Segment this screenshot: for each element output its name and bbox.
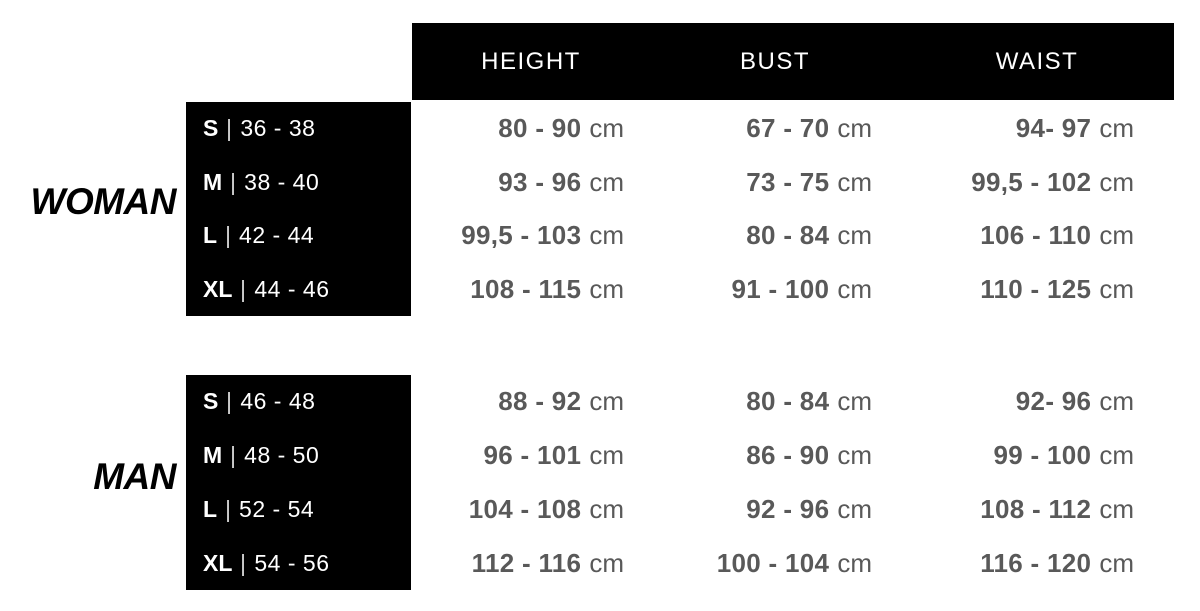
bust-cell [624,375,872,429]
size-separator: | [226,115,232,142]
table-row [186,429,1134,483]
header-bust: BUST [739,47,810,75]
height-value: 96 - 101 [483,440,582,471]
size-cell [186,263,411,317]
size-letter: M [203,168,223,195]
size-letter: L [203,222,218,249]
unit-label: cm [1099,440,1134,471]
bust-value: 80 - 84 [746,220,830,251]
unit-label: cm [589,440,624,471]
table-row [186,156,1134,210]
bust-cell [624,209,872,263]
unit-label: cm [589,386,624,417]
unit-label: cm [1099,220,1134,251]
height-cell [411,483,624,537]
unit-label: cm [1099,166,1134,197]
height-cell [411,263,624,317]
bust-value: 100 - 104 [716,547,830,578]
waist-value: 110 - 125 [980,273,1092,304]
size-separator: | [230,168,236,195]
height-cell [411,102,624,156]
unit-label: cm [1099,113,1134,144]
waist-value: 106 - 110 [980,220,1092,251]
waist-cell [872,263,1134,317]
unit-label: cm [837,220,872,251]
table-row [186,209,1134,263]
unit-label: cm [837,440,872,471]
woman-section [186,102,1134,316]
waist-cell [872,375,1134,429]
size-letter: S [203,115,219,142]
bust-cell [624,156,872,210]
bust-value: 86 - 90 [746,440,830,471]
size-range: 52 - 54 [239,495,315,522]
waist-value: 99,5 - 102 [971,166,1092,197]
group-label-man: MAN [93,456,176,497]
size-letter: XL [203,549,233,576]
bust-value: 91 - 100 [731,273,830,304]
height-value: 88 - 92 [498,386,582,417]
size-separator: | [226,388,232,415]
unit-label: cm [1099,547,1134,578]
height-value: 99,5 - 103 [461,220,582,251]
unit-label: cm [589,547,624,578]
waist-value: 108 - 112 [980,493,1092,524]
size-separator: | [225,222,231,249]
group-label-woman: WOMAN [30,181,176,222]
bust-value: 80 - 84 [746,386,830,417]
size-separator: | [225,495,231,522]
bust-cell [624,102,872,156]
height-cell [411,209,624,263]
size-separator: | [240,549,246,576]
height-value: 80 - 90 [498,113,582,144]
table-row [186,263,1134,317]
unit-label: cm [837,386,872,417]
waist-cell [872,209,1134,263]
unit-label: cm [589,493,624,524]
bust-value: 67 - 70 [746,113,830,144]
unit-label: cm [1099,493,1134,524]
size-range: 48 - 50 [244,442,320,469]
size-letter: S [203,388,219,415]
size-range: 36 - 38 [240,115,316,142]
man-section [186,375,1134,590]
size-letter: L [203,495,218,522]
waist-value: 116 - 120 [980,547,1092,578]
bust-cell [624,483,872,537]
size-letter: M [203,442,223,469]
table-row [186,102,1134,156]
size-letter: XL [203,275,233,302]
height-cell [411,375,624,429]
size-cell [186,102,411,156]
unit-label: cm [837,493,872,524]
unit-label: cm [589,220,624,251]
unit-label: cm [1099,386,1134,417]
height-value: 112 - 116 [471,547,582,578]
height-value: 108 - 115 [470,273,582,304]
size-range: 44 - 46 [254,275,330,302]
bust-cell [624,263,872,317]
bust-value: 92 - 96 [746,493,830,524]
waist-cell [872,429,1134,483]
bust-value: 73 - 75 [746,166,830,197]
unit-label: cm [837,166,872,197]
size-cell [186,156,411,210]
height-cell [411,429,624,483]
size-separator: | [230,442,236,469]
bust-cell [624,429,872,483]
waist-value: 92- 96 [1015,386,1092,417]
size-separator: | [240,275,246,302]
measurement-header-bar [412,23,1174,100]
height-cell [411,156,624,210]
size-cell [186,536,411,590]
size-range: 38 - 40 [244,168,320,195]
size-range: 54 - 56 [254,549,330,576]
header-waist: WAIST [995,47,1079,75]
size-cell [186,209,411,263]
size-range: 46 - 48 [240,388,316,415]
unit-label: cm [837,547,872,578]
unit-label: cm [589,166,624,197]
waist-value: 99 - 100 [993,440,1092,471]
table-row [186,483,1134,537]
unit-label: cm [589,273,624,304]
size-cell [186,483,411,537]
unit-label: cm [1099,273,1134,304]
table-row [186,375,1134,429]
size-range: 42 - 44 [239,222,315,249]
waist-value: 94- 97 [1015,113,1092,144]
size-cell [186,429,411,483]
unit-label: cm [837,113,872,144]
unit-label: cm [837,273,872,304]
height-cell [411,536,624,590]
table-row [186,536,1134,590]
waist-cell [872,102,1134,156]
waist-cell [872,483,1134,537]
bust-cell [624,536,872,590]
waist-cell [872,536,1134,590]
header-height: HEIGHT [481,47,581,75]
height-value: 93 - 96 [498,166,582,197]
waist-cell [872,156,1134,210]
height-value: 104 - 108 [468,493,582,524]
size-cell [186,375,411,429]
unit-label: cm [589,113,624,144]
